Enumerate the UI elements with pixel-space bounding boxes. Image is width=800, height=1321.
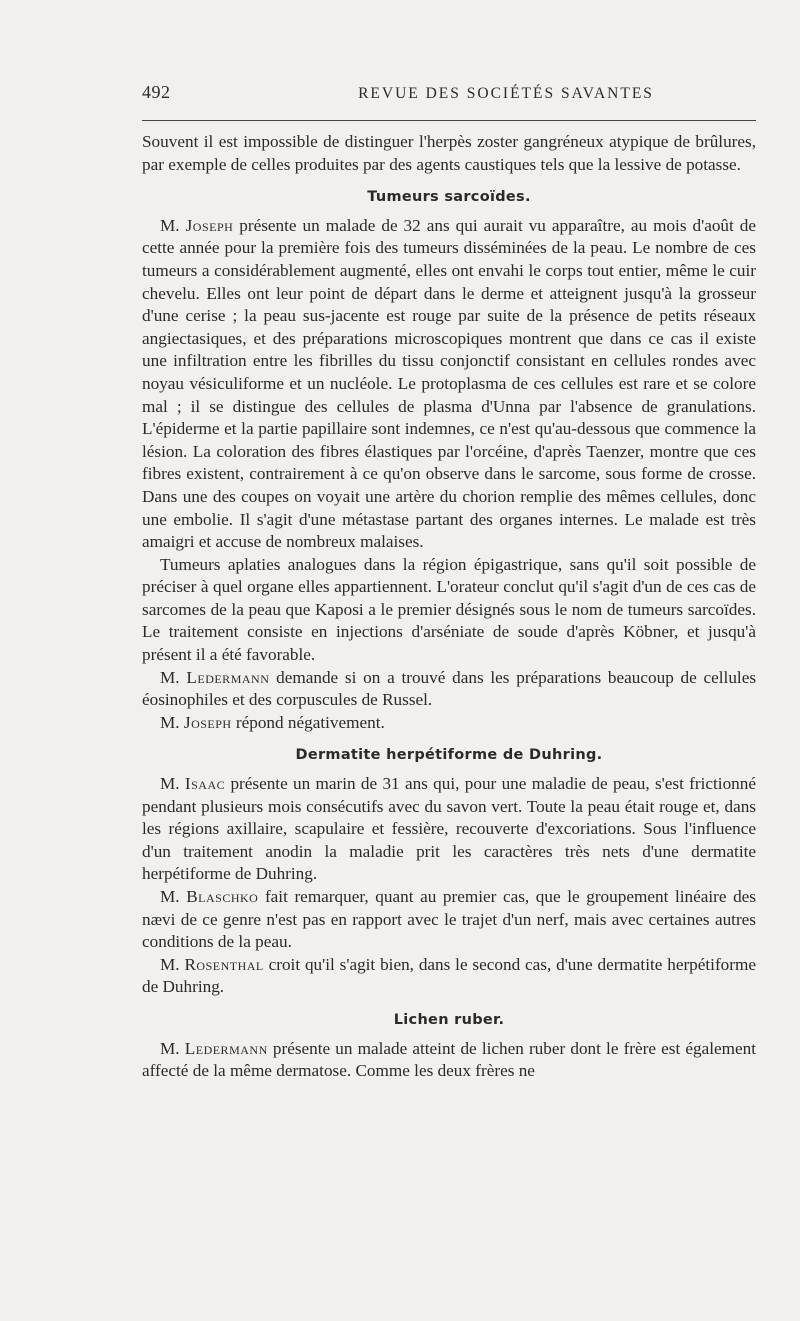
speaker-prefix: M. — [160, 774, 180, 794]
speaker-name: Ledermann — [186, 667, 270, 687]
paragraph-text: fait remarquer, quant au premier cas, que le groupement linéaire des nævi de ce genre n'est pas en rapport avec le trajet d'un nerf, mais avec certaines autres conditions de la peau. — [142, 887, 756, 952]
document-page — [142, 82, 756, 1083]
page-number: 492 — [142, 82, 171, 102]
article-body — [142, 131, 756, 1083]
paragraph-text: présente un malade de 32 ans qui aurait vu apparaître, au mois d'août de cette année pour la première fois des tumeurs disséminées de la peau. Le nombre de ces tumeurs a considérablement augmenté, elles ont envahi le corps tout entier, même le cuir chevelu. Elles ont leur point de départ dans le derme et atteignent jusqu'à la grosseur d'une cerise ; la peau sus-jacente est rouge par suite de la présence de petits réseaux angiectasiques, et des préparations microscopiques montrent que dans ce cas il existe une infiltration entre les fibrilles du tissu conjonctif consistant en cellules rondes avec noyau vésiculiforme et un nucléole. Le protoplasma de ces cellules est rare et se colore mal ; il se distingue des cellules de plasma d'Unna par l'absence de granulations. L'épiderme et la partie papillaire sont indemnes, ce n'est qu'au-dessous que commence la lésion. La coloration des fibres élastiques par l'orcéine, d'après Taenzer, montre que ces fibres existent, contrairement à ce qu'on observe dans le sarcome, sous forme de crosse. Dans une des coupes on voyait une artère du chorion remplie des mêmes cellules, donc une embolie. Il s'agit d'une métastase partant des organes internes. Le malade est très amaigri et accuse de nombreux malaises. — [142, 215, 757, 552]
paragraph-tumeurs-aplaties: Tumeurs aplaties analogues dans la région épigastrique, sans qu'il soit possible de préciser à quel organe elles appartiennent. L'orateur conclut qu'il s'agit d'un de ces cas de sarcomes de la peau que Kaposi a le premier désignés sous le nom de tumeurs sarcoïdes. Le traitement consiste en injections d'arséniate de soude d'après Köbner, et jusqu'à présent il a été favorable. — [142, 554, 756, 665]
speaker-prefix: M. — [160, 712, 180, 732]
paragraph-text: présente un marin de 31 ans qui, pour une maladie de peau, s'est frictionné pendant plusieurs mois consécutifs avec du savon vert. Toute la peau était rouge et, dans les régions axillaire, scapulaire et fessière, recouverte d'excoriations. Sous l'influence d'un traitement anodin la maladie prit les caractères très nets d'une dermatite herpétiforme de Duhring. — [142, 774, 756, 884]
speaker-prefix: M. — [160, 215, 180, 235]
speaker-name: Joseph — [183, 712, 232, 732]
paragraph-isaac-presente — [142, 773, 756, 886]
paragraph-text: croit qu'il s'agit bien, dans le second cas, d'une dermatite herpétiforme de Duhring. — [142, 954, 756, 997]
paragraph-joseph-repond — [142, 712, 756, 735]
header-rule — [142, 120, 756, 121]
paragraph-joseph-presente — [142, 215, 756, 554]
intro-paragraph: Souvent il est impossible de distinguer l'herpès zoster gangréneux atypique de brûlures, par exemple de celles produites par des agents caustiques tels que la lessive de potasse. — [142, 132, 756, 174]
speaker-prefix: M. — [160, 954, 180, 974]
section-title-tumeurs-sarcoides: Tumeurs sarcoïdes. — [367, 189, 531, 206]
paragraph-blaschko-remarque — [142, 886, 756, 954]
speaker-name: Ledermann — [184, 1038, 268, 1058]
speaker-prefix: M. — [160, 1038, 180, 1058]
paragraph-text: demande si on a trouvé dans les préparations beaucoup de cellules éosinophiles et des corpuscules de Russel. — [142, 667, 757, 710]
section-title-dermatite-herpetiforme: Dermatite herpétiforme de Duhring. — [295, 747, 603, 764]
paragraph-text: présente un malade atteint de lichen ruber dont le frère est également affecté de la même dermatose. Comme les deux frères ne — [142, 1038, 757, 1081]
paragraph-ledermann-presente — [142, 1038, 756, 1083]
paragraph-ledermann-demande — [142, 667, 756, 712]
page-header — [142, 82, 756, 120]
speaker-name: Joseph — [185, 215, 234, 235]
speaker-name: Rosenthal — [184, 954, 264, 974]
section-title-lichen-ruber: Lichen ruber. — [393, 1011, 505, 1028]
speaker-name: Isaac — [184, 774, 226, 794]
speaker-prefix: M. — [160, 887, 180, 906]
running-title: REVUE DES SOCIÉTÉS SAVANTES — [358, 85, 654, 102]
speaker-prefix: M. — [160, 667, 180, 687]
paragraph-rosenthal-croit — [142, 954, 756, 999]
paragraph-text: répond négativement. — [235, 712, 385, 732]
speaker-name: Blaschko — [186, 887, 259, 906]
